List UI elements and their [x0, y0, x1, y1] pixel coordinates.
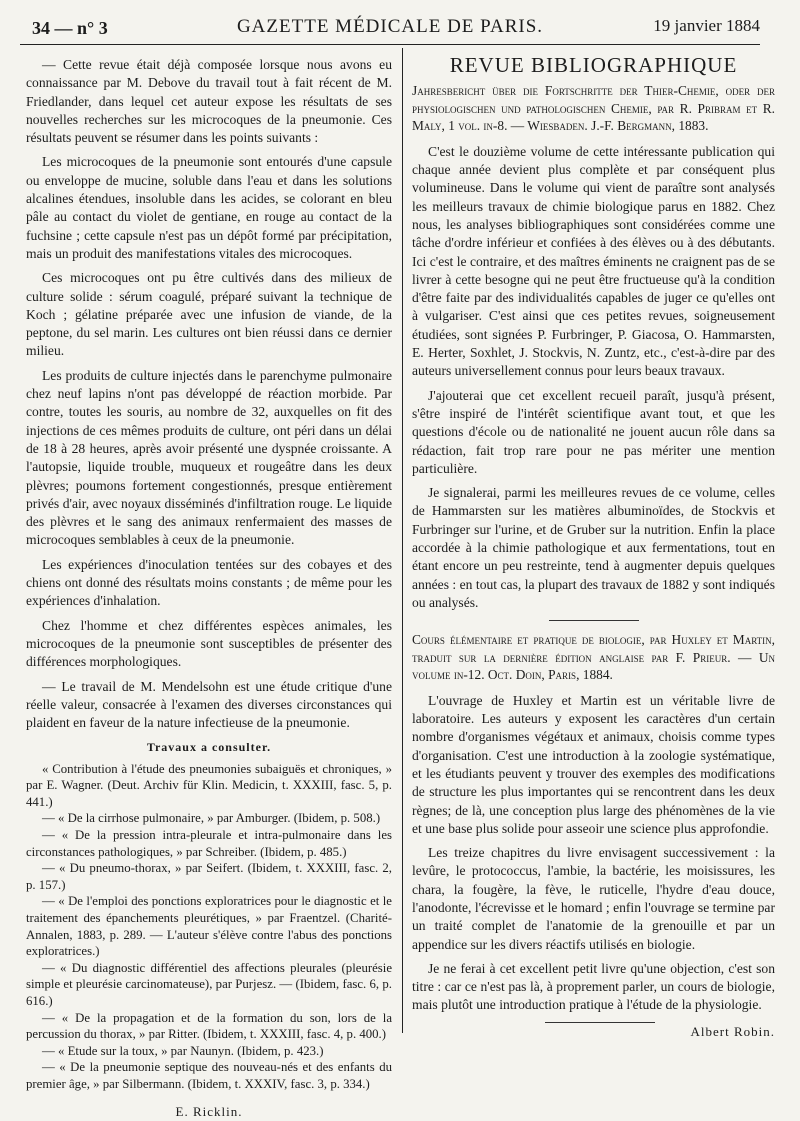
issue-date: 19 janvier 1884: [653, 16, 760, 35]
reference-item: — « Du pneumo-thorax, » par Seifert. (Ibidem, t. XXXIII, fasc. 2, p. 157.): [26, 861, 392, 892]
bibliographic-entry: Cours élémentaire et pratique de biologie, par Huxley et Martin, traduit sur la dernière édition anglaise par F. Prieur. — Un volume in-12. Oct. Doin, Paris, 1884.: [412, 632, 775, 683]
reference-item: — « De l'emploi des ponctions exploratrices pour le diagnostic et le traitement des épanchements pleurétiques, » par Fraentzel. (Charité-Annalen, 1883, p. 289. — L'auteur s'élève contre l'abus des ponctions exploratrices.): [26, 894, 392, 959]
paragraph: Les expériences d'inoculation tentées sur des cobayes et des chiens ont donné des résultats moins constants ; de même pour les expériences d'inhalation.: [26, 556, 392, 609]
journal-title: GAZETTE MÉDICALE DE PARIS.: [236, 16, 544, 37]
paragraph: L'ouvrage de Huxley et Martin est un véritable livre de laboratoire. Les auteurs y exposent les caractères d'un certain nombre d'organismes végétaux et animaux, choisis comme types d'organisation. C'est une introduction à la zoologie systématique, et les étudiants peuvent y trouver des exemples des modifications de structure les plus importantes qui se rencontrent dans les deux règnes; de là, une conception plus large des phénomènes de la vie et une base plus solide pour asseoir une science plus approfondie.: [412, 692, 775, 836]
paragraph: Les produits de culture injectés dans le parenchyme pulmonaire chez neuf lapins n'ont pas développé de réaction morbide. Par contre, toutes les souris, au nombre de 32, auxquelles on fit des injections de ces mêmes produits de culture, ont péri dans un délai de 18 à 28 heures, après avoir présenté une dyspnée croissante. A l'autopsie, liquide trouble, muqueux et rougeâtre dans les deux plèvres; poumons fortement congestionnés, presque entièrement privés d'air, avec noyaux disséminés d'infiltration rouge. Le liquide des plèvres et le sang des animaux renfermaient des masses de microcoques semblables à ceux de la pneumonie.: [26, 367, 392, 548]
paragraph: Je ne ferai à cet excellent petit livre qu'une objection, c'est son titre : car ce n'est pas là, à proprement parler, un cours de biologie, mais plutôt une introduction pratique à l'étude de la physiologie.: [412, 960, 775, 1013]
section-title: REVUE BIBLIOGRAPHIQUE: [449, 53, 738, 77]
reference-item: — « De la pneumonie septique des nouveau-nés et des enfants du premier âge, » par Silbermann. (Ibidem, t. XXXIV, fasc. 3, p. 334.): [26, 1060, 392, 1091]
paragraph: C'est le douzième volume de cette intéressante publication qui chaque année devient plus complète et par conséquent plus volumineuse. Dans le volume qui vient de paraître sont analysés les meilleurs travaux de chimie biologique parus en 1882. Chez nous, les analyses bibliographiques sont considérées comme une tâche d'ordre inférieur et confiées à des élèves ou à des débutants. Ici c'est le contraire, et des maîtres éminents ne craignent pas de se livrer à cette besogne qui ne peut être fructueuse qu'à la condition d'être faite par des individualités capables de juger ce qu'elles ont à vulgariser. C'est ainsi que ces petites revues, soigneusement étudiées, sont signées P. Furbringer, P. Giacosa, O. Hammarsten, E. Herter, Soxhlet, J. Stockvis, N. Zuntz, etc., c'est-à-dire par des auteurs universellement connus pour leurs beaux travaux.: [412, 143, 775, 379]
paragraph: Chez l'homme et chez différentes espèces animales, les microcoques de la pneumonie sont susceptibles de présenter des différences morphologiques.: [26, 617, 392, 670]
reference-item: — « Etude sur la toux, » par Naunyn. (Ibidem, p. 423.): [42, 1043, 324, 1058]
closing-rule: [545, 1022, 655, 1023]
paragraph: Les microcoques de la pneumonie sont entourés d'une capsule ou enveloppe de mucine, soluble dans l'eau et dans les solutions alcalines étendues, insoluble dans les acides, se colorant en bleu pâle au contact du violet de gentiane, en rouge au contact de la fuchsine ; cette capsule n'est pas un dépôt formé par précipitation, mais un produit des manifestations vitales des microcoques.: [26, 154, 392, 261]
page-header: [20, 10, 760, 44]
reference-item: « Contribution à l'étude des pneumonies subaiguës et chroniques, » par E. Wagner. (Deut. Archiv für Klin. Medicin, t. XXXIII, fasc. 5, p. 441.): [26, 761, 392, 809]
paragraph: Ces microcoques ont pu être cultivés dans des milieux de culture solide : sérum coagulé, préparé suivant la technique de Koch ; gélatine préparée avec une infusion de viande, de la peptone, du sel marin. Les cultures ont bien réussi dans ce dernier milieu.: [26, 270, 392, 359]
paragraph: Je signalerai, parmi les meilleures revues de ce volume, celles de Hammarsten sur les matières albuminoïdes, de Stockvis et Furbringer sur l'urine, et de Gruber sur la nutrition. Enfin la place accordée à la chimie pathologique et aux fermentations, tout en étant encore un peu restreinte, tend à augmenter depuis quelques années : en tout cas, la plupart des travaux de 1882 y sont indiqués ou analysés.: [412, 485, 775, 610]
page-number: 34 — n° 3: [32, 18, 108, 38]
right-column: [412, 53, 775, 1041]
paragraph: — Cette revue était déjà composée lorsque nous avons eu connaissance par M. Debove du travail tout à fait récent de M. Friedlander, dans lequel cet auteur expose les résultats de ses nouvelles recherches sur les microcoques de la pneumonie. Ces résultats peuvent se résumer dans les points suivants :: [26, 57, 392, 146]
author-signature: E. Ricklin.: [175, 1103, 243, 1119]
reference-item: — « Du diagnostic différentiel des affections pleurales (pleurésie simple et pleurésie carcinomateuse), par Purjesz. — (Ibidem, fasc. 6, p. 616.): [26, 960, 392, 1008]
reference-item: — « De la pression intra-pleurale et intra-pulmonaire dans les circonstances pathologiques, » par Schreiber. (Ibidem, p. 485.): [26, 828, 392, 859]
column-divider: [402, 48, 403, 1033]
author-signature: Albert Robin.: [690, 1023, 775, 1039]
paragraph: — Le travail de M. Mendelsohn est une étude critique d'une réelle valeur, consacrée à l'examen des diverses circonstances qui plaident en faveur de la nature infectieuse de la pneumonie.: [26, 678, 392, 731]
references-heading: Travaux a consulter.: [146, 740, 272, 755]
paragraph: Les treize chapitres du livre envisagent successivement : la levûre, le protococcus, l'ambie, la bactérie, les moisissures, les chara, la fougère, la fève, le ruticelle, l'hydre d'eau douce, l'anodonte, l'écrevisse et le homard ; enfin l'ouvrage se termine par un traité complet de l'anatomie de la grenouille et par un appendice sur les divers réactifs utilisés en biologie.: [412, 845, 775, 952]
left-column: [26, 56, 392, 1121]
reference-item: — « De la propagation et de la formation du son, lors de la percussion du thorax, » par Ritter. (Ibidem, t. XXXIII, fasc. 4, p. 400.): [26, 1010, 392, 1042]
paragraph: J'ajouterai que cet excellent recueil paraît, jusqu'à présent, s'être inspiré de l'intérêt scientifique avant tout, et que les questions d'école ou de nationalité ne jouent aucun rôle dans sa rédaction, fait trop rare pour ne pas mériter une mention particulière.: [412, 387, 775, 476]
header-rule: [20, 44, 760, 45]
reference-item: — « De la cirrhose pulmonaire, » par Amburger. (Ibidem, p. 508.): [42, 811, 381, 826]
separator-rule: [549, 620, 639, 621]
bibliographic-entry: Jahresbericht über die Fortschritte der Thier-Chemie, oder der physiologischen und pathologischen Chemie, par R. Pribram et R. Maly, 1 vol. in-8. — Wiesbaden. J.-F. Bergmann, 1883.: [412, 83, 775, 134]
